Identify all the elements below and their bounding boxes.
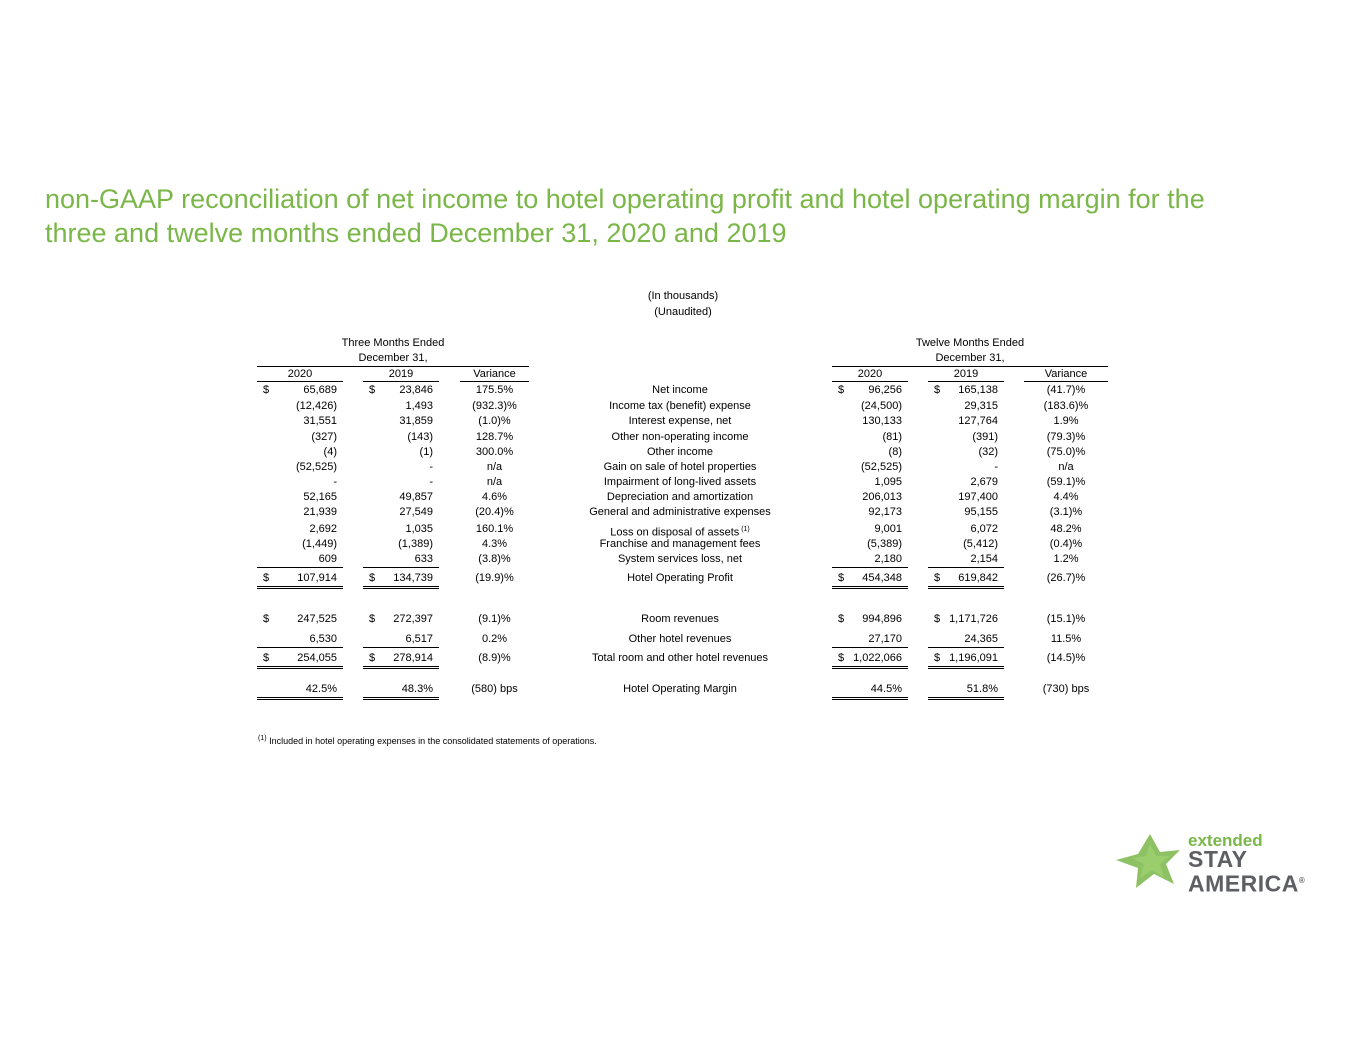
row-label: Impairment of long-lived assets (603, 476, 757, 488)
col-rule (257, 381, 343, 382)
dollar-sign: $ (838, 652, 845, 664)
table-cell-y19: 1,196,091 (949, 652, 998, 664)
row-label: Income tax (benefit) expense (609, 400, 751, 412)
table-cell-q19: 48.3% (401, 683, 433, 695)
table-cell-yv: 1.9% (1053, 415, 1079, 427)
row-label: Other hotel revenues (628, 633, 732, 645)
table-cell-q19: 1,035 (405, 523, 433, 535)
table-cell-y19: 29,315 (964, 400, 998, 412)
table-cell-yv: 11.5% (1050, 633, 1082, 645)
table-cell-y20: 9,001 (874, 523, 902, 535)
row-label: System services loss, net (617, 553, 743, 565)
table-cell-qv: 0.2% (481, 633, 508, 645)
table-cell-qv: (19.9)% (475, 572, 514, 584)
dollar-sign: $ (369, 384, 376, 396)
table-cell-q19: 134,739 (393, 572, 433, 584)
title-line-2: three and twelve months ended December 31, 2020 and 2019 (45, 218, 787, 248)
row-label: Other income (646, 446, 714, 458)
col-y-2019: 2019 (953, 368, 979, 380)
table-cell-y20: 2,180 (874, 553, 902, 565)
total-rule (363, 647, 439, 648)
total-rule (832, 699, 908, 700)
row-label-footnote-marker: (1) (739, 526, 750, 533)
total-rule (928, 697, 1004, 698)
total-rule (363, 666, 439, 667)
table-cell-y20: 92,173 (868, 506, 902, 518)
logo-registered-mark: ® (1298, 876, 1306, 885)
table-cell-qv: 4.3% (481, 538, 508, 550)
table-cell-q20: 107,914 (297, 572, 337, 584)
total-rule (257, 586, 343, 587)
total-rule (928, 666, 1004, 667)
table-cell-q20: (52,525) (296, 461, 337, 473)
table-cell-q20: 247,525 (297, 613, 337, 625)
total-rule (257, 666, 343, 667)
table-cell-q20: 6,530 (309, 633, 337, 645)
total-rule (832, 668, 908, 669)
table-cell-yv: (3.1)% (1049, 506, 1083, 518)
col-q-variance: Variance (473, 368, 516, 380)
dollar-sign: $ (263, 572, 270, 584)
total-rule (257, 699, 343, 700)
table-cell-q19: 31,859 (399, 415, 433, 427)
header-rule-left (257, 366, 529, 367)
table-cell-q19: 278,914 (393, 652, 433, 664)
col-rule (1024, 381, 1108, 382)
total-rule (928, 586, 1004, 587)
three-months-header: Three Months Ended (341, 337, 445, 349)
table-cell-y20: 44.5% (870, 683, 902, 695)
table-cell-qv: 175.5% (475, 384, 514, 396)
table-cell-q19: 27,549 (399, 506, 433, 518)
three-months-subheader: December 31, (358, 352, 428, 364)
table-cell-qv: (8.9)% (478, 652, 511, 664)
table-cell-y19: (5,412) (963, 538, 998, 550)
col-rule (832, 381, 908, 382)
table-cell-y20: 130,133 (862, 415, 902, 427)
table-cell-yv: (26.7)% (1046, 572, 1086, 584)
row-label: Interest expense, net (628, 415, 732, 427)
total-rule (257, 697, 343, 698)
total-rule (257, 567, 343, 568)
dollar-sign: $ (838, 613, 845, 625)
table-cell-y19: - (994, 461, 998, 473)
table-cell-y19: 1,171,726 (949, 613, 998, 625)
table-cell-y19: 619,842 (958, 572, 998, 584)
extended-stay-america-logo (1110, 828, 1330, 898)
col-q-2019: 2019 (388, 368, 414, 380)
total-rule (257, 647, 343, 648)
table-cell-y19: 6,072 (970, 523, 998, 535)
row-label: General and administrative expenses (589, 506, 771, 518)
table-cell-q20: 52,165 (303, 491, 337, 503)
total-rule (832, 588, 908, 589)
row-label: Franchise and management fees (599, 538, 761, 550)
row-label: Room revenues (641, 613, 719, 625)
table-cell-qv: (1.0)% (478, 415, 511, 427)
table-cell-y20: (24,500) (861, 400, 902, 412)
table-cell-q19: 6,517 (405, 633, 433, 645)
table-cell-qv: 4.6% (481, 491, 508, 503)
total-rule (832, 586, 908, 587)
table-cell-y20: 454,348 (862, 572, 902, 584)
dollar-sign: $ (263, 384, 270, 396)
table-cell-yv: (183.6)% (1043, 400, 1089, 412)
dollar-sign: $ (934, 613, 941, 625)
table-cell-q19: (1,389) (398, 538, 433, 550)
dollar-sign: $ (934, 384, 941, 396)
table-cell-yv: (79.3)% (1046, 431, 1086, 443)
total-rule (928, 699, 1004, 700)
table-cell-q19: 272,397 (393, 613, 433, 625)
page-title (45, 182, 1305, 250)
table-cell-qv: (3.8)% (478, 553, 511, 565)
logo-america (1188, 870, 1305, 895)
total-rule (363, 699, 439, 700)
star-logo-icon (1110, 830, 1190, 894)
twelve-months-header: Twelve Months Ended (915, 337, 1025, 349)
table-cell-q19: (1) (419, 446, 433, 458)
title-line-1: non-GAAP reconciliation of net income to hotel operating profit and hotel operating margin for the (45, 184, 1205, 214)
table-cell-qv: (9.1)% (478, 613, 511, 625)
total-rule (832, 666, 908, 667)
logo-stay: STAY (1188, 846, 1248, 872)
table-cell-qv: 300.0% (475, 446, 514, 458)
table-cell-q20: (327) (311, 431, 337, 443)
table-cell-q19: 23,846 (399, 384, 433, 396)
table-cell-qv: (20.4)% (475, 506, 514, 518)
table-cell-qv: 160.1% (475, 523, 514, 535)
total-rule (363, 588, 439, 589)
total-rule (363, 697, 439, 698)
table-cell-q20: 254,055 (297, 652, 337, 664)
table-cell-y20: 27,170 (868, 633, 902, 645)
table-cell-qv: (580) bps (471, 683, 518, 695)
total-rule (832, 647, 908, 648)
table-cell-qv: 128.7% (475, 431, 514, 443)
table-cell-q20: - (333, 476, 337, 488)
table-cell-q20: 31,551 (303, 415, 337, 427)
total-rule (832, 567, 908, 568)
table-cell-q20: 42.5% (305, 683, 337, 695)
footnote-text: Included in hotel operating expenses in the consolidated statements of operations. (269, 736, 597, 746)
table-cell-y20: (81) (882, 431, 902, 443)
unaudited-note: (Unaudited) (654, 306, 712, 318)
total-rule (363, 668, 439, 669)
row-label: Total room and other hotel revenues (591, 652, 769, 664)
dollar-sign: $ (838, 384, 845, 396)
col-rule (928, 381, 1004, 382)
table-cell-yv: n/a (1058, 461, 1074, 473)
table-cell-q19: - (429, 476, 433, 488)
table-cell-q19: - (429, 461, 433, 473)
row-label: Net income (652, 384, 708, 396)
col-rule (460, 381, 529, 382)
dollar-sign: $ (838, 572, 845, 584)
logo-extended: extended (1188, 831, 1263, 850)
dollar-sign: $ (369, 652, 376, 664)
logo-wordmark (1188, 832, 1305, 895)
row-label: Gain on sale of hotel properties (603, 461, 757, 473)
total-rule (257, 588, 343, 589)
table-cell-y19: 197,400 (958, 491, 998, 503)
table-cell-q20: (1,449) (302, 538, 337, 550)
header-rule-right (832, 366, 1108, 367)
table-cell-y19: 95,155 (964, 506, 998, 518)
total-rule (928, 647, 1004, 648)
dollar-sign: $ (934, 652, 941, 664)
total-rule (832, 697, 908, 698)
table-cell-y20: (8) (888, 446, 902, 458)
footnote-marker: (1) (258, 735, 267, 742)
row-label: Other non-operating income (611, 431, 749, 443)
table-cell-y19: (32) (978, 446, 998, 458)
dollar-sign: $ (369, 572, 376, 584)
table-cell-y19: (391) (972, 431, 998, 443)
table-cell-y19: 2,679 (970, 476, 998, 488)
dollar-sign: $ (263, 652, 270, 664)
table-cell-y20: 1,095 (874, 476, 902, 488)
col-rule (363, 381, 439, 382)
table-cell-yv: 4.4% (1053, 491, 1079, 503)
table-cell-yv: (14.5)% (1046, 652, 1086, 664)
total-rule (928, 668, 1004, 669)
row-label: Hotel Operating Margin (623, 683, 737, 695)
dollar-sign: $ (263, 613, 270, 625)
table-cell-yv: 1.2% (1053, 553, 1079, 565)
table-cell-q19: 1,493 (405, 400, 433, 412)
dollar-sign: $ (934, 572, 941, 584)
col-y-variance: Variance (1044, 368, 1088, 380)
table-cell-q20: 609 (318, 553, 337, 565)
total-rule (928, 567, 1004, 568)
footnote (258, 735, 597, 746)
table-cell-y19: 24,365 (964, 633, 998, 645)
logo-america-text: AMERICA (1188, 870, 1299, 897)
row-label: Depreciation and amortization (606, 491, 754, 503)
table-cell-y20: 1,022,066 (853, 652, 902, 664)
table-cell-qv: (932.3)% (472, 400, 517, 412)
table-cell-q20: (12,426) (296, 400, 337, 412)
table-cell-y20: (52,525) (861, 461, 902, 473)
units-note: (In thousands) (647, 290, 719, 302)
table-cell-q20: 65,689 (303, 384, 337, 396)
table-cell-yv: (730) bps (1042, 683, 1090, 695)
total-rule (257, 668, 343, 669)
table-cell-yv: (75.0)% (1046, 446, 1086, 458)
table-cell-q20: 21,939 (303, 506, 337, 518)
table-cell-y19: 165,138 (958, 384, 998, 396)
table-cell-q19: (143) (407, 431, 433, 443)
table-cell-y19: 127,764 (958, 415, 998, 427)
table-cell-y19: 2,154 (970, 553, 998, 565)
table-cell-y19: 51.8% (966, 683, 998, 695)
total-rule (363, 586, 439, 587)
table-cell-yv: (15.1)% (1046, 613, 1086, 625)
col-q-2020: 2020 (287, 368, 313, 380)
table-cell-y20: (5,389) (867, 538, 902, 550)
table-cell-y20: 96,256 (868, 384, 902, 396)
table-cell-q19: 49,857 (399, 491, 433, 503)
table-cell-y20: 994,896 (862, 613, 902, 625)
dollar-sign: $ (369, 613, 376, 625)
table-cell-y20: 206,013 (862, 491, 902, 503)
twelve-months-subheader: December 31, (935, 352, 1005, 364)
table-cell-yv: (41.7)% (1046, 384, 1086, 396)
table-cell-q19: 633 (414, 553, 433, 565)
table-cell-yv: 48.2% (1050, 523, 1082, 535)
row-label: Loss on disposal of assets $^{(1)}$ (610, 526, 750, 539)
table-cell-qv: n/a (486, 476, 503, 488)
table-cell-qv: n/a (486, 461, 503, 473)
total-rule (363, 567, 439, 568)
table-cell-yv: (0.4)% (1049, 538, 1083, 550)
table-cell-q20: (4) (323, 446, 337, 458)
table-cell-q20: 2,692 (309, 523, 337, 535)
table-cell-yv: (59.1)% (1046, 476, 1086, 488)
total-rule (928, 588, 1004, 589)
row-label: Hotel Operating Profit (627, 572, 733, 584)
col-y-2020: 2020 (857, 368, 883, 380)
